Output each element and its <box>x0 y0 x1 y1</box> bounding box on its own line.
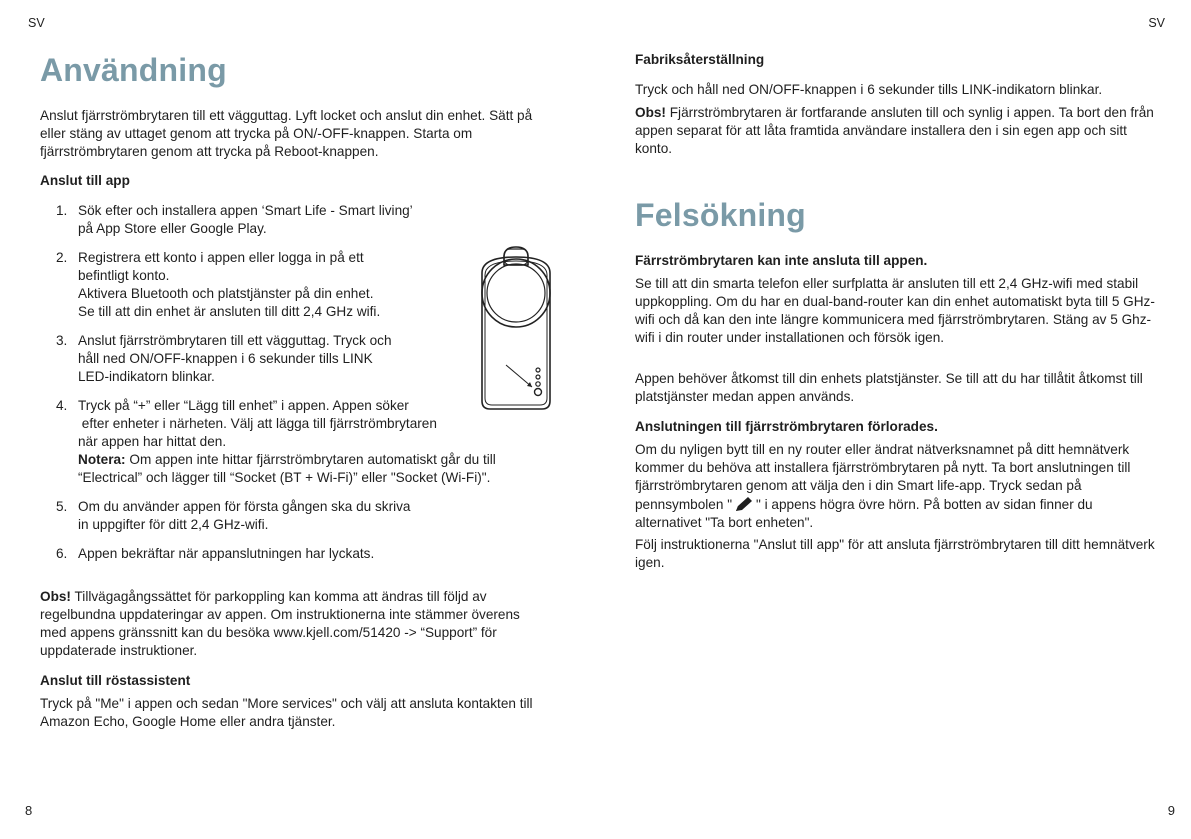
connection-lost-text-1 <box>635 441 1155 532</box>
step-line: Anslut fjärrströmbrytaren till ett vägguttag. Tryck och <box>78 333 392 348</box>
step-line: LED-indikatorn blinkar. <box>78 369 215 384</box>
connection-lost-heading: Anslutningen till fjärrströmbrytaren förlorades. <box>635 419 938 434</box>
step-line: “Electrical” och lägger till “Socket (BT + Wi-Fi)” eller "Socket (Wi-Fi)". <box>78 470 491 485</box>
cannot-connect-text-2 <box>635 370 1155 406</box>
obs-label: Obs! <box>635 105 666 120</box>
step-line: in uppgifter för ditt 2,4 GHz-wifi. <box>78 517 269 532</box>
smart-plug-illustration <box>474 243 558 413</box>
step-number: 6. <box>56 546 68 561</box>
step-number: 1. <box>56 203 68 218</box>
step-line: befintligt konto. <box>78 268 170 283</box>
page-number-right: 9 <box>1167 803 1175 818</box>
obs-text <box>40 588 540 660</box>
obs-label: Obs! <box>40 589 71 604</box>
reset-obs-text <box>635 104 1155 158</box>
connection-lost-text-2 <box>635 536 1155 572</box>
language-label-left: SV <box>28 16 45 30</box>
step-number: 3. <box>56 333 68 348</box>
connect-app-heading: Anslut till app <box>40 173 130 188</box>
connection-lost-p2: Följ instruktionerna "Anslut till app" för att ansluta fjärrströmbrytaren till ditt hemnätverk igen. <box>635 537 1155 570</box>
step-note <box>78 451 560 469</box>
reset-text: Tryck och håll ned ON/OFF-knappen i 6 sekunder tills LINK-indikatorn blinkar. <box>635 82 1103 97</box>
obs-paragraph <box>40 588 540 660</box>
obs-body: Tillvägagångssättet för parkoppling kan komma att ändras till följd av regelbundna uppdateringar av appen. Om instruktionerna inte stämmer överens med appens gränssnitt kan du besöka www.kjell.com/51420 -> “Support” för uppdaterade instruktioner. <box>40 589 520 658</box>
factory-reset-text <box>635 81 1155 99</box>
cannot-connect-p2: Appen behöver åtkomst till din enhets platstjänster. Se till att du har tillåtit åtkomst till platstjänster medan appen används. <box>635 371 1143 404</box>
step-line: Se till att din enhet är ansluten till ditt 2,4 GHz wifi. <box>78 304 381 319</box>
step-line: Registrera ett konto i appen eller logga in på ett <box>78 250 364 265</box>
step-line: Aktivera Bluetooth och platstjänster på din enhet. <box>78 286 374 301</box>
factory-reset-heading: Fabriksåterställning <box>635 52 765 67</box>
step-number: 5. <box>56 499 68 514</box>
list-item <box>40 545 560 563</box>
factory-reset-obs <box>635 104 1155 158</box>
pencil-icon <box>733 495 755 513</box>
intro-paragraph <box>40 107 560 161</box>
voice-assistant-text <box>40 695 560 731</box>
list-item <box>40 202 560 238</box>
step-line: efter enheter i närheten. Välj att lägga till fjärrströmbrytaren <box>78 416 437 431</box>
obs-body: Fjärrströmbrytaren är fortfarande ansluten till och synlig i appen. Ta bort den från appen separat för att låta framtida användare installera den i sin egen app och sitt konto. <box>635 105 1154 156</box>
lost-text-part-a: Om du nyligen bytt till en ny router eller ändrat nätverksnamnet på ditt hemnätverk kommer du behöva att installera fjärrströmbrytaren på nytt. Ta bort anslutningen till fjärrströmbrytaren genom att välja den i din Smart life-app. Tryck sedan på pennsymbolen " <box>635 442 1131 512</box>
note-label: Notera: <box>78 452 126 467</box>
step-line: Om du använder appen för första gången ska du skriva <box>78 499 411 514</box>
page-title-usage: Användning <box>40 52 227 88</box>
list-item <box>40 498 560 534</box>
note-text: Om appen inte hittar fjärrströmbrytaren automatiskt går du till <box>125 452 496 467</box>
lost-text-part-b: " i appens högra övre hörn. På botten av sidan finner du alternativet "Ta bort enheten". <box>635 497 1093 530</box>
step-line: när appen har hittat den. <box>78 434 227 449</box>
cannot-connect-p1: Se till att din smarta telefon eller surfplatta är ansluten till ett 2,4 GHz-wifi med stabil uppkoppling. Om du har en dual-band-router kan din enhet automatiskt byta till 5 GHz-wifi och då kan den inte längre kommunicera med fjärrströmbrytaren. Stäng av 5 Ghz-wifi i din router under installationen och försök igen. <box>635 276 1155 345</box>
step-number: 2. <box>56 250 68 265</box>
voice-text: Tryck på "Me" i appen och sedan "More services" och välj att ansluta kontakten till Amazon Echo, Google Home eller andra tjänster. <box>40 696 533 729</box>
step-line: Tryck på “+” eller “Lägg till enhet” i appen. Appen söker <box>78 398 409 413</box>
step-number: 4. <box>56 398 68 413</box>
language-label-right: SV <box>1148 16 1165 30</box>
page-title-troubleshooting: Felsökning <box>635 197 806 233</box>
connection-lost-p1 <box>635 441 1155 532</box>
intro-text: Anslut fjärrströmbrytaren till ett vägguttag. Lyft locket och anslut din enhet. Sätt på eller stäng av uttaget genom att trycka på ON/-OFF-knappen. Starta om fjärrströmbrytaren genom att trycka på Reboot-knappen. <box>40 108 533 159</box>
step-line: på App Store eller Google Play. <box>78 221 267 236</box>
step-line: håll ned ON/OFF-knappen i 6 sekunder tills LINK <box>78 351 373 366</box>
step-line: Sök efter och installera appen ‘Smart Life - Smart living’ <box>78 203 413 218</box>
cannot-connect-heading: Färrströmbrytaren kan inte ansluta till appen. <box>635 253 928 268</box>
voice-assistant-heading: Anslut till röstassistent <box>40 673 191 688</box>
page-number-left: 8 <box>25 803 33 818</box>
cannot-connect-text-1 <box>635 275 1155 347</box>
step-line: Appen bekräftar när appanslutningen har lyckats. <box>78 546 375 561</box>
